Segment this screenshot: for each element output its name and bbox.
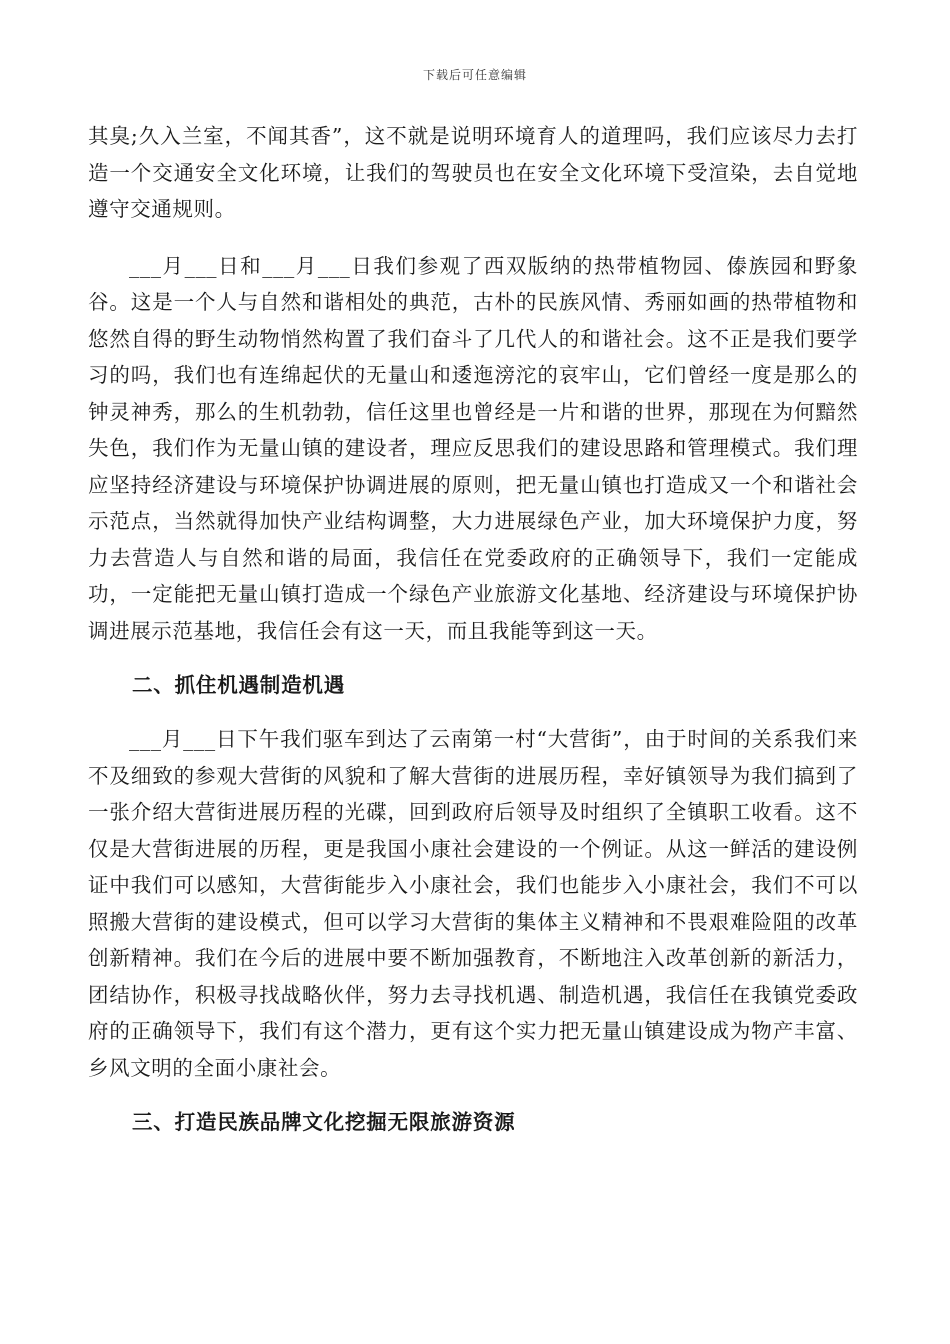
paragraph-spacer xyxy=(88,703,858,721)
paragraph-2: ___月___日和___月___日我们参观了西双版纳的热带植物园、傣族园和野象谷。这是一个人与自然和谐相处的典范，古朴的民族风情、秀丽如画的热带植物和悠然自得的野生动物悄然构置了我们奋斗了几代人的和谐社会。这不正是我们要学习的吗，我们也有连绵起伏的无量山和逶迤滂沱的哀牢山，它们曾经一度是那么的钟灵神秀，那么的生机勃勃，信任这里也曾经是一片和谐的世界，那现在为何黯然失色，我们作为无量山镇的建设者，理应反思我们的建设思路和管理模式。我们理应坚持经济建设与环境保护协调进展的原则，把无量山镇也打造成又一个和谐社会示范点，当然就得加快产业结构调整，大力进展绿色产业，加大环境保护力度，努力去营造人与自然和谐的局面，我信任在党委政府的正确领导下，我们一定能成功，一定能把无量山镇打造成一个绿色产业旅游文化基地、经济建设与环境保护协调进展示范基地，我信任会有这一天，而且我能等到这一天。 xyxy=(88,253,858,643)
paragraph-3: ___月___日下午我们驱车到达了云南第一村“大营街”，由于时间的关系我们来不及细致的参观大营街的风貌和了解大营街的进展历程，幸好镇领导为我们搞到了一张介绍大营街进展历程的光碟，回到政府后领导及时组织了全镇职工收看。这不仅是大营街进展的历程，更是我国小康社会建设的一个例证。从这一鲜活的建设例证中我们可以感知，大营街能步入小康社会，我们也能步入小康社会，我们不可以照搬大营街的建设模式，但可以学习大营街的集体主义精神和不畏艰难险阻的改革创新精神。我们在今后的进展中要不断加强教育，不断地注入改革创新的新活力，团结协作，积极寻找战略伙伴，努力去寻找机遇、制造机遇，我信任在我镇党委政府的正确领导下，我们有这个潜力，更有这个实力把无量山镇建设成为物产丰富、乡风文明的全面小康社会。 xyxy=(88,727,858,1080)
paragraph-spacer xyxy=(88,1086,858,1104)
section-heading-2: 二、抓住机遇制造机遇 xyxy=(132,673,345,697)
section-heading-3: 三、打造民族品牌文化挖掘无限旅游资源 xyxy=(132,1110,516,1134)
header-note: 下载后可任意编辑 xyxy=(422,68,527,82)
document-body xyxy=(88,118,858,1140)
paragraph-1: 其臭;久入兰室，不闻其香”，这不就是说明环境育人的道理吗，我们应该尽力去打造一个交通安全文化环境，让我们的驾驶员也在安全文化环境下受渲染，去自觉地遵守交通规则。 xyxy=(88,124,858,221)
paragraph-spacer xyxy=(88,228,858,248)
paragraph-spacer xyxy=(88,649,858,667)
